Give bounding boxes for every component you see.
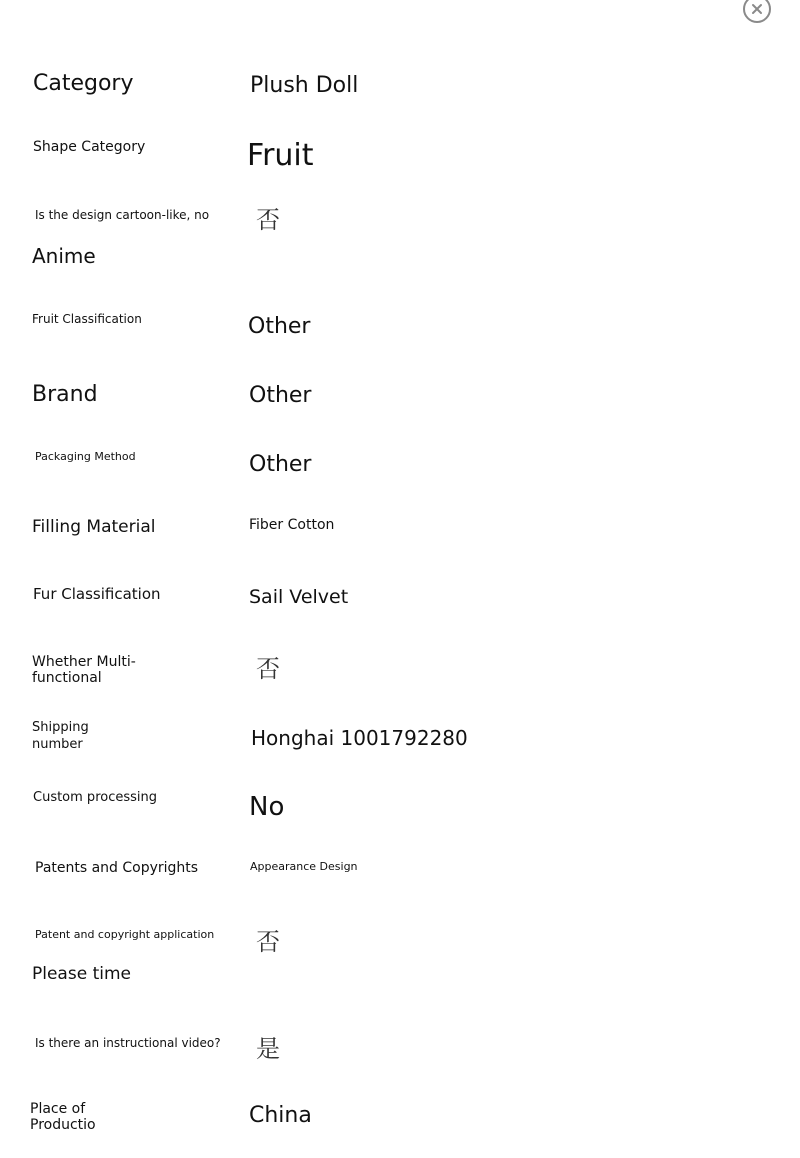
shipping-value: Honghai 1001792280 — [251, 726, 468, 750]
custom-value: No — [249, 792, 285, 822]
patent-application-label: Patent and copyright application — [35, 928, 215, 941]
origin-value: China — [249, 1103, 312, 1128]
shipping-label-line2: number — [32, 737, 83, 752]
multifunctional-label-line1: Whether Multi- — [32, 654, 136, 670]
close-button[interactable] — [743, 0, 771, 23]
filling-value: Fiber Cotton — [249, 517, 335, 533]
filling-label: Filling Material — [32, 517, 156, 537]
origin-label-line2: Productio — [30, 1117, 96, 1133]
origin-label-line1: Place of — [30, 1101, 86, 1117]
cartoon-label-cont: Anime — [32, 244, 96, 268]
fruit-classification-value: Other — [248, 314, 311, 339]
packaging-value: Other — [249, 452, 312, 477]
shape-category-value: Fruit — [247, 138, 314, 173]
category-label: Category — [33, 71, 134, 96]
shape-category-label: Shape Category — [33, 139, 146, 155]
cartoon-value: 否 — [256, 206, 280, 234]
patents-label: Patents and Copyrights — [35, 860, 199, 876]
fur-label: Fur Classification — [33, 585, 161, 603]
multifunctional-label-line2: functional — [32, 670, 102, 686]
packaging-label: Packaging Method — [35, 450, 136, 463]
multifunctional-value: 否 — [256, 655, 280, 683]
fruit-classification-label: Fruit Classification — [32, 312, 142, 326]
shipping-label-line1: Shipping — [32, 720, 89, 735]
brand-label: Brand — [32, 382, 98, 407]
cartoon-label: Is the design cartoon-like, no — [35, 208, 210, 222]
video-value: 是 — [256, 1035, 280, 1063]
category-value: Plush Doll — [250, 73, 359, 98]
fur-value: Sail Velvet — [249, 586, 349, 608]
close-icon — [751, 3, 763, 15]
custom-label: Custom processing — [33, 790, 157, 805]
patents-value: Appearance Design — [250, 860, 358, 873]
patent-application-label-cont: Please time — [32, 964, 131, 984]
brand-value: Other — [249, 383, 312, 408]
video-label: Is there an instructional video? — [35, 1036, 221, 1050]
patent-application-value: 否 — [256, 928, 280, 956]
